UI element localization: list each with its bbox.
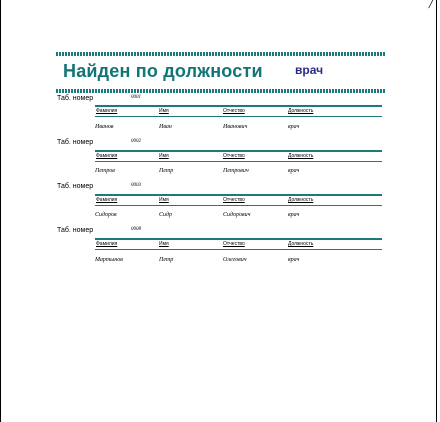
column-header-patronymic: Отчество — [223, 197, 245, 203]
report-parameter: врач — [295, 63, 324, 77]
column-header-last-name: Фамилия — [96, 197, 118, 203]
column-header-patronymic: Отчество — [223, 241, 245, 247]
cell-position: врач — [288, 124, 300, 130]
cell-patronymic: Иванович — [223, 124, 248, 130]
column-header-first-name: Имя — [159, 108, 169, 114]
cell-first-name: Иван — [159, 124, 172, 130]
header-rule-top — [95, 105, 382, 107]
cell-patronymic: Сидорович — [223, 212, 251, 218]
column-header-first-name: Имя — [159, 241, 169, 247]
cell-last-name: Мартынов — [95, 257, 123, 263]
cell-last-name: Петров — [95, 168, 115, 174]
header-rule-bottom — [95, 249, 382, 250]
report-title: Найден по должности — [63, 61, 263, 81]
group-label: Таб. номер — [57, 95, 94, 102]
header-rule-bottom — [95, 116, 382, 117]
column-header-position: Должность — [288, 108, 314, 114]
header-rule-bottom — [95, 161, 382, 162]
tab-number: 0008 — [131, 227, 141, 232]
header-rule-top — [95, 194, 382, 196]
cell-last-name: Иванов — [95, 124, 114, 130]
column-header-last-name: Фамилия — [96, 241, 118, 247]
cell-position: врач — [288, 168, 300, 174]
group-label: Таб. номер — [57, 227, 94, 234]
tab-number: 0001 — [131, 95, 141, 100]
column-header-patronymic: Отчество — [223, 153, 245, 159]
tab-number: 0002 — [131, 139, 141, 144]
cell-first-name: Петр — [159, 257, 174, 263]
cell-patronymic: Олегович — [223, 257, 247, 263]
column-header-first-name: Имя — [159, 197, 169, 203]
header-rule-top — [95, 238, 382, 240]
column-header-position: Должность — [288, 197, 314, 203]
tab-number: 0003 — [131, 183, 141, 188]
header-rule-top — [95, 150, 382, 152]
group-label: Таб. номер — [57, 139, 94, 146]
column-header-position: Должность — [288, 153, 314, 159]
cell-position: врач — [288, 257, 300, 263]
title-band-top — [56, 52, 385, 56]
column-header-last-name: Фамилия — [96, 108, 118, 114]
title-band-bottom — [56, 89, 385, 93]
cell-first-name: Петр — [159, 168, 174, 174]
column-header-position: Должность — [288, 241, 314, 247]
cell-position: врач — [288, 212, 300, 218]
column-header-patronymic: Отчество — [223, 108, 245, 114]
column-header-last-name: Фамилия — [96, 153, 118, 159]
cell-last-name: Сидоров — [95, 212, 117, 218]
group-label: Таб. номер — [57, 183, 94, 190]
header-rule-bottom — [95, 205, 382, 206]
corner-marker-icon: ╱ — [428, 0, 434, 9]
cell-first-name: Сидр — [159, 212, 173, 218]
cell-patronymic: Петрович — [223, 168, 249, 174]
column-header-first-name: Имя — [159, 153, 169, 159]
